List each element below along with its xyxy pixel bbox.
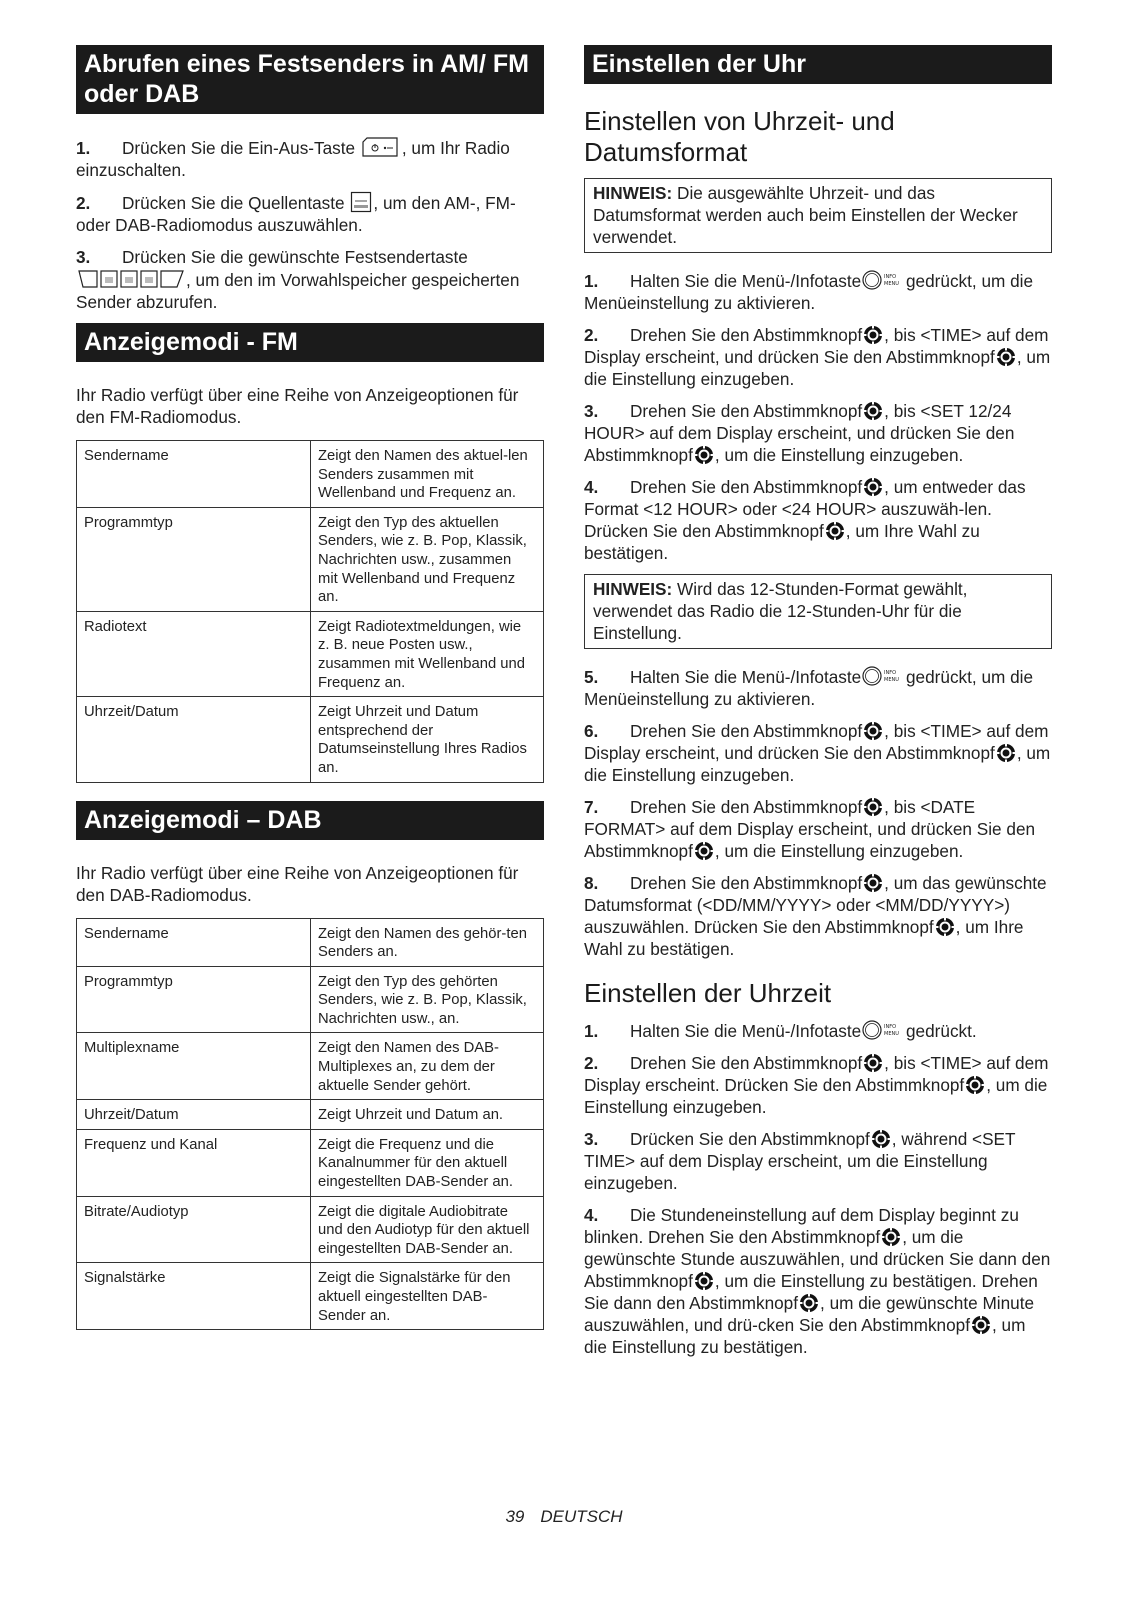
tuning-knob-icon	[825, 521, 845, 541]
tuning-knob-icon	[971, 1315, 991, 1335]
fm-table-row	[77, 441, 544, 508]
tuning-knob-icon	[935, 917, 955, 937]
table-cell-label: Sendername	[77, 441, 311, 508]
tuning-knob-icon	[694, 445, 714, 465]
instruction-step: 1. Halten Sie die Menü-/Infotaste INFO MENU gedrückt.	[584, 1021, 977, 1041]
tuning-knob-icon	[863, 797, 883, 817]
note-12-hour: HINWEIS: Wird das 12-Stunden-Format gewählt, verwendet das Radio die 12-Stunden-Uhr für die Einstellung.	[584, 574, 1052, 649]
tuning-knob-icon	[863, 873, 883, 893]
fm-display-table	[76, 440, 544, 783]
format-steps-part1	[584, 269, 1052, 564]
source-button-icon	[350, 191, 372, 213]
dab-intro: Ihr Radio verfügt über eine Reihe von Anzeigeoptionen für den DAB-Radiomodus.	[76, 862, 519, 905]
table-cell-label: Radiotext	[77, 611, 311, 696]
info-menu-button-icon	[862, 665, 900, 687]
dab-table-row	[77, 1129, 544, 1196]
table-cell-description: Zeigt den Namen des gehör-ten Senders an.	[311, 918, 544, 966]
left-column	[76, 45, 544, 1346]
table-cell-description: Zeigt Uhrzeit und Datum an.	[311, 1100, 544, 1130]
table-cell-description: Zeigt Radiotextmeldungen, wie z. B. neue Posten usw., zusammen mit Wellenband und Frequenz an.	[311, 611, 544, 696]
info-menu-button-icon	[862, 269, 900, 291]
preset-buttons-icon	[77, 268, 185, 290]
instruction-step: 6. Drehen Sie den Abstimmknopf , bis <TIME> auf dem Display erscheint, und drücken Sie den Abstimmknopf , um die Einstellung einzugeben.	[584, 721, 1051, 785]
page-number: 39	[505, 1507, 525, 1526]
preset-step-1: 1. Drücken Sie die Ein-Aus-Taste , um Ihr Radio einzuschalten.	[76, 138, 510, 180]
page-footer	[0, 1507, 1128, 1527]
dab-table-row	[77, 1033, 544, 1100]
section-title-display-dab: Anzeigemodi – DAB	[76, 801, 544, 840]
tuning-knob-icon	[863, 401, 883, 421]
tuning-knob-icon	[871, 1129, 891, 1149]
tuning-knob-icon	[996, 347, 1016, 367]
tuning-knob-icon	[881, 1227, 901, 1247]
dab-display-table	[76, 918, 544, 1331]
footer-language: DEUTSCH	[540, 1507, 623, 1526]
table-cell-label: Programmtyp	[77, 966, 311, 1033]
instruction-step: 1. Halten Sie die Menü-/Infotaste INFO MENU gedrückt, um die Menüeinstellung zu aktivieren.	[584, 271, 1034, 313]
set-time-steps	[584, 1019, 1052, 1358]
instruction-step: 2. Drehen Sie den Abstimmknopf , bis <TIME> auf dem Display erscheint. Drücken Sie den Abstimmknopf , um die Einstellung einzugeben.	[584, 1053, 1049, 1117]
preset-step-2: 2. Drücken Sie die Quellentaste , um den AM-, FM- oder DAB-Radiomodus auszuwählen.	[76, 193, 516, 235]
dab-table-row	[77, 1196, 544, 1263]
instruction-step: 3. Drehen Sie den Abstimmknopf , bis <SET 12/24 HOUR> auf dem Display erscheint, und drücken Sie den Abstimmknopf , um die Einstellung einzugeben.	[584, 401, 1015, 465]
instruction-step: 4. Die Stundeneinstellung auf dem Display beginnt zu blinken. Drehen Sie den Abstimmknopf , um die gewünschte Stunde auszuwählen, und drücken Sie dann den Abstimmknopf , um die Einstellung zu bestätigen. Drehen Sie dann den Abstimmknopf , um die gewünschte Minute auszuwählen, und drü-cken Sie den Abstimmknopf , um die Einstellung zu bestätigen.	[584, 1205, 1051, 1357]
section-title-clock: Einstellen der Uhr	[584, 45, 1052, 84]
svg-text:MENU: MENU	[884, 677, 900, 683]
power-button-icon	[361, 136, 401, 158]
section-title-display-fm: Anzeigemodi - FM	[76, 323, 544, 362]
table-cell-description: Zeigt die Signalstärke für den aktuell eingestellten DAB-Sender an.	[311, 1263, 544, 1330]
table-cell-description: Zeigt den Namen des DAB-Multiplexes an, zu dem der aktuelle Sender gehört.	[311, 1033, 544, 1100]
fm-table-row	[77, 611, 544, 696]
tuning-knob-icon	[996, 743, 1016, 763]
instruction-step: 2. Drehen Sie den Abstimmknopf , bis <TIME> auf dem Display erscheint, und drücken Sie den Abstimmknopf , um die Einstellung einzugeben.	[584, 325, 1051, 389]
table-cell-label: Frequenz und Kanal	[77, 1129, 311, 1196]
table-cell-description: Zeigt den Namen des aktuel-len Senders zusammen mit Wellenband und Frequenz an.	[311, 441, 544, 508]
info-menu-button-icon	[862, 1019, 900, 1041]
table-cell-description: Zeigt die Frequenz und die Kanalnummer für den aktuell eingestellten DAB-Sender an.	[311, 1129, 544, 1196]
dab-table-row	[77, 1100, 544, 1130]
tuning-knob-icon	[799, 1293, 819, 1313]
table-cell-description: Zeigt den Typ des gehörten Senders, wie z. B. Pop, Klassik, Nachrichten usw., an.	[311, 966, 544, 1033]
table-cell-label: Signalstärke	[77, 1263, 311, 1330]
format-steps-part2	[584, 665, 1052, 960]
table-cell-description: Zeigt die digitale Audiobitrate und den Audiotyp für den aktuell eingestellten DAB-Sender an.	[311, 1196, 544, 1263]
table-cell-description: Zeigt Uhrzeit und Datum entsprechend der Datumseinstellung Ihres Radios an.	[311, 697, 544, 782]
table-cell-description: Zeigt den Typ des aktuellen Senders, wie z. B. Pop, Klassik, Nachrichten usw., zusammen mit Wellenband und Frequenz an.	[311, 507, 544, 611]
instruction-step: 3. Drücken Sie den Abstimmknopf , während <SET TIME> auf dem Display erscheint, um die Einstellung einzugeben.	[584, 1129, 1016, 1193]
table-cell-label: Uhrzeit/Datum	[77, 1100, 311, 1130]
fm-table-row	[77, 507, 544, 611]
preset-step-3: 3. Drücken Sie die gewünschte Festsendertaste , um den im Vorwahlspeicher gespeicherten Sender abzurufen.	[76, 247, 520, 312]
dab-table-row	[77, 966, 544, 1033]
right-column	[584, 45, 1052, 1368]
dab-table-row	[77, 1263, 544, 1330]
instruction-step: 7. Drehen Sie den Abstimmknopf , bis <DATE FORMAT> auf dem Display erscheint, und drücken Sie den Abstimmknopf , um die Einstellung einzugeben.	[584, 797, 1036, 861]
table-cell-label: Uhrzeit/Datum	[77, 697, 311, 782]
note-alarm-format: HINWEIS: Die ausgewählte Uhrzeit- und das Datumsformat werden auch beim Einstellen der Wecker verwendet.	[584, 178, 1052, 253]
section-title-preset-recall: Abrufen eines Festsenders in AM/ FM oder DAB	[76, 45, 544, 114]
heading-set-time: Einstellen der Uhrzeit	[584, 978, 832, 1008]
tuning-knob-icon	[863, 325, 883, 345]
table-cell-label: Sendername	[77, 918, 311, 966]
tuning-knob-icon	[694, 841, 714, 861]
fm-table-row	[77, 697, 544, 782]
tuning-knob-icon	[863, 477, 883, 497]
svg-text:INFO: INFO	[884, 670, 897, 676]
svg-text:MENU: MENU	[884, 281, 900, 287]
tuning-knob-icon	[694, 1271, 714, 1291]
table-cell-label: Multiplexname	[77, 1033, 311, 1100]
svg-text:INFO: INFO	[884, 274, 897, 280]
svg-text:MENU: MENU	[884, 1031, 900, 1037]
table-cell-label: Programmtyp	[77, 507, 311, 611]
tuning-knob-icon	[965, 1075, 985, 1095]
dab-table-row	[77, 918, 544, 966]
table-cell-label: Bitrate/Audiotyp	[77, 1196, 311, 1263]
tuning-knob-icon	[863, 721, 883, 741]
tuning-knob-icon	[863, 1053, 883, 1073]
svg-text:INFO: INFO	[884, 1024, 897, 1030]
fm-intro: Ihr Radio verfügt über eine Reihe von Anzeigeoptionen für den FM-Radiomodus.	[76, 385, 519, 427]
instruction-step: 5. Halten Sie die Menü-/Infotaste INFO MENU gedrückt, um die Menüeinstellung zu aktivieren.	[584, 667, 1034, 709]
heading-time-date-format: Einstellen von Uhrzeit- und Datumsformat	[584, 106, 895, 167]
instruction-step: 8. Drehen Sie den Abstimmknopf , um das gewünschte Datumsformat (<DD/MM/YYYY> oder <MM/DD/YYYY>) auszuwählen. Drücken Sie den Abstimmknopf , um Ihre Wahl zu bestätigen.	[584, 873, 1047, 959]
instruction-step: 4. Drehen Sie den Abstimmknopf , um entweder das Format <12 HOUR> oder <24 HOUR> auszuwäh-len. Drücken Sie den Abstimmknopf , um Ihre Wahl zu bestätigen.	[584, 477, 1026, 563]
